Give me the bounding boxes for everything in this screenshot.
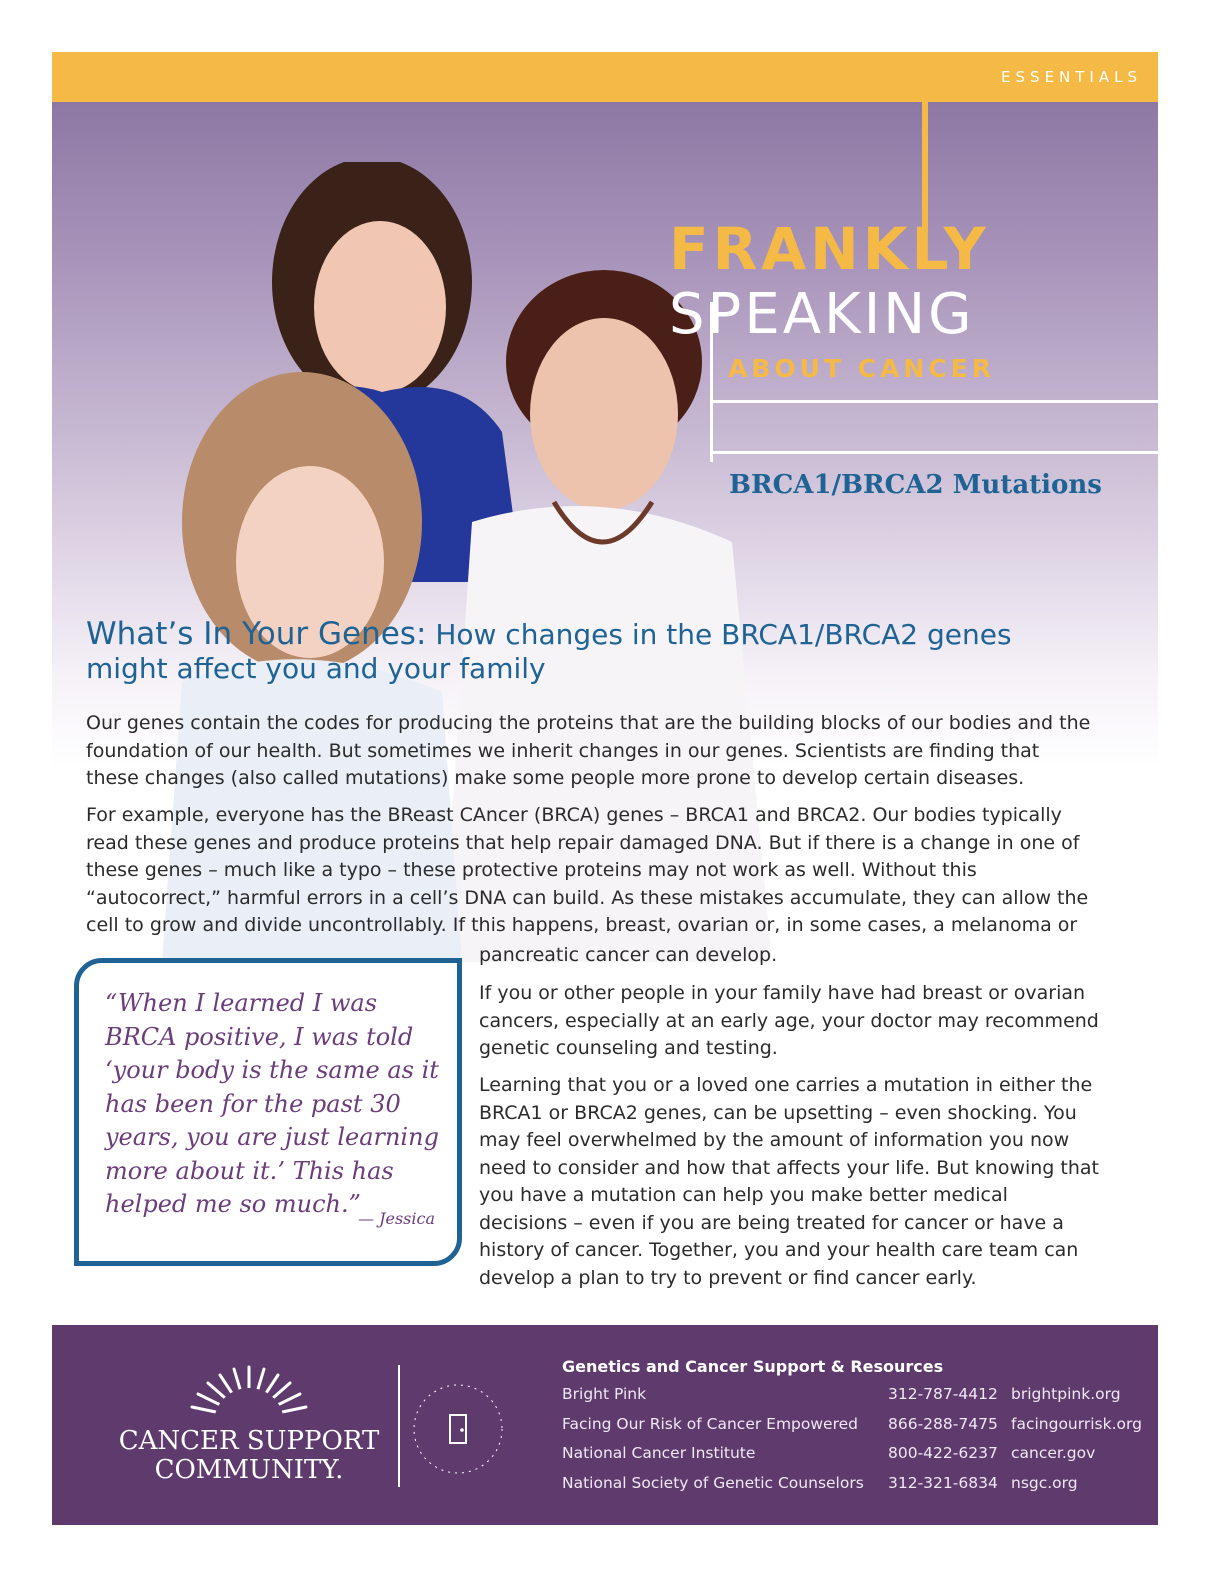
resource-row [562, 1385, 1152, 1409]
resource-url[interactable]: cancer.gov [1011, 1444, 1096, 1462]
resource-url[interactable]: facingourrisk.org [1011, 1414, 1142, 1433]
org-name [104, 1427, 394, 1485]
resource-phone: 800-422-6237 [888, 1444, 998, 1462]
body-paragraph-1: Our genes contain the codes for producing the proteins that are the building blocks of our bodies and the foundation of our health. But sometimes we inherit changes in our genes. Scientists are finding that these changes (also called mutations) make some people more prone to develop certain diseases. [86, 712, 1091, 789]
document-topic: BRCA1/BRCA2 Mutations [729, 470, 1102, 500]
logo-divider-horizontal [710, 400, 1158, 403]
logo-accent-line [922, 102, 928, 232]
headline [86, 617, 1086, 686]
logo-frankly: FRANKLY [669, 215, 990, 283]
logo-divider-lower [710, 451, 1158, 454]
top-bar [52, 52, 1158, 102]
resource-url[interactable]: brightpink.org [1011, 1385, 1121, 1403]
resource-name: National Cancer Institute [562, 1444, 756, 1462]
resource-name: National Society of Genetic Counselors [562, 1473, 864, 1492]
resource-phone: 312-321-6834 [888, 1473, 998, 1492]
quote-attribution: — Jessica [357, 1209, 435, 1228]
resource-phone: 866-288-7475 [888, 1414, 998, 1433]
pull-quote [74, 958, 462, 1266]
logo-speaking: SPEAKING [669, 282, 975, 347]
headline-rest: How changes in the BRCA1/BRCA2 genes might affect you and your family [86, 618, 1012, 685]
sunburst-icon [104, 1361, 394, 1423]
resource-phone: 312-787-4412 [888, 1385, 998, 1403]
cancer-support-community-logo [104, 1361, 394, 1491]
org-name-line-1: CANCER SUPPORT [118, 1426, 380, 1456]
body-paragraph-3: If you or other people in your family have had breast or ovarian cancers, especially at an early age, your doctor may recommend genetic counseling and testing. [479, 982, 1099, 1059]
document-page [52, 52, 1158, 1525]
resource-row [562, 1474, 1152, 1498]
resources-title: Genetics and Cancer Support & Resources [562, 1357, 944, 1376]
gildas-club-logo [410, 1381, 506, 1477]
quote-text: “When I learned I was BRCA positive, I was told ‘your body is the same as it has been for the past 30 years, you are just learning more about it.’ This has helped me so much.” [105, 989, 439, 1218]
resource-url[interactable]: nsgc.org [1011, 1473, 1078, 1492]
org-name-line-2: COMMUNITY. [154, 1455, 344, 1485]
logo-about-cancer: ABOUT CANCER [728, 354, 996, 383]
body-paragraph-2-end: pancreatic cancer can develop. [479, 944, 778, 966]
headline-lead: What’s In Your Genes: [86, 616, 427, 652]
body-paragraph-4: Learning that you or a loved one carries a mutation in either the BRCA1 or BRCA2 genes, can be upsetting – even shocking. You may feel overwhelmed by the amount of information you now need to consider and how that affects your life. But knowing that you have a mutation can help you make better medical decisions – even if you are being treated for cancer or have a history of cancer. Together, you and your health care team can develop a plan to try to prevent or find cancer early. [479, 1074, 1099, 1289]
footer [52, 1325, 1158, 1525]
resource-name: Facing Our Risk of Cancer Empowered [562, 1414, 858, 1433]
resource-name: Bright Pink [562, 1385, 647, 1403]
resource-row [562, 1444, 1152, 1468]
footer-divider [398, 1365, 400, 1487]
resource-row [562, 1415, 1152, 1439]
body-paragraph-2: For example, everyone has the BReast CAncer (BRCA) genes – BRCA1 and BRCA2. Our bodies typically read these genes and produce proteins that help repair damaged DNA. But if there is a change in one of these genes – much like a typo – these protective proteins may not work as well. Without this “autocorrect,” harmful errors in a cell’s DNA can build. As these mistakes accumulate, they can allow the cell to grow and divide uncontrollably. If this happens, breast, ovarian or, in some cases, a melanoma or [86, 804, 1089, 936]
series-label: ESSENTIALS [1001, 68, 1142, 86]
